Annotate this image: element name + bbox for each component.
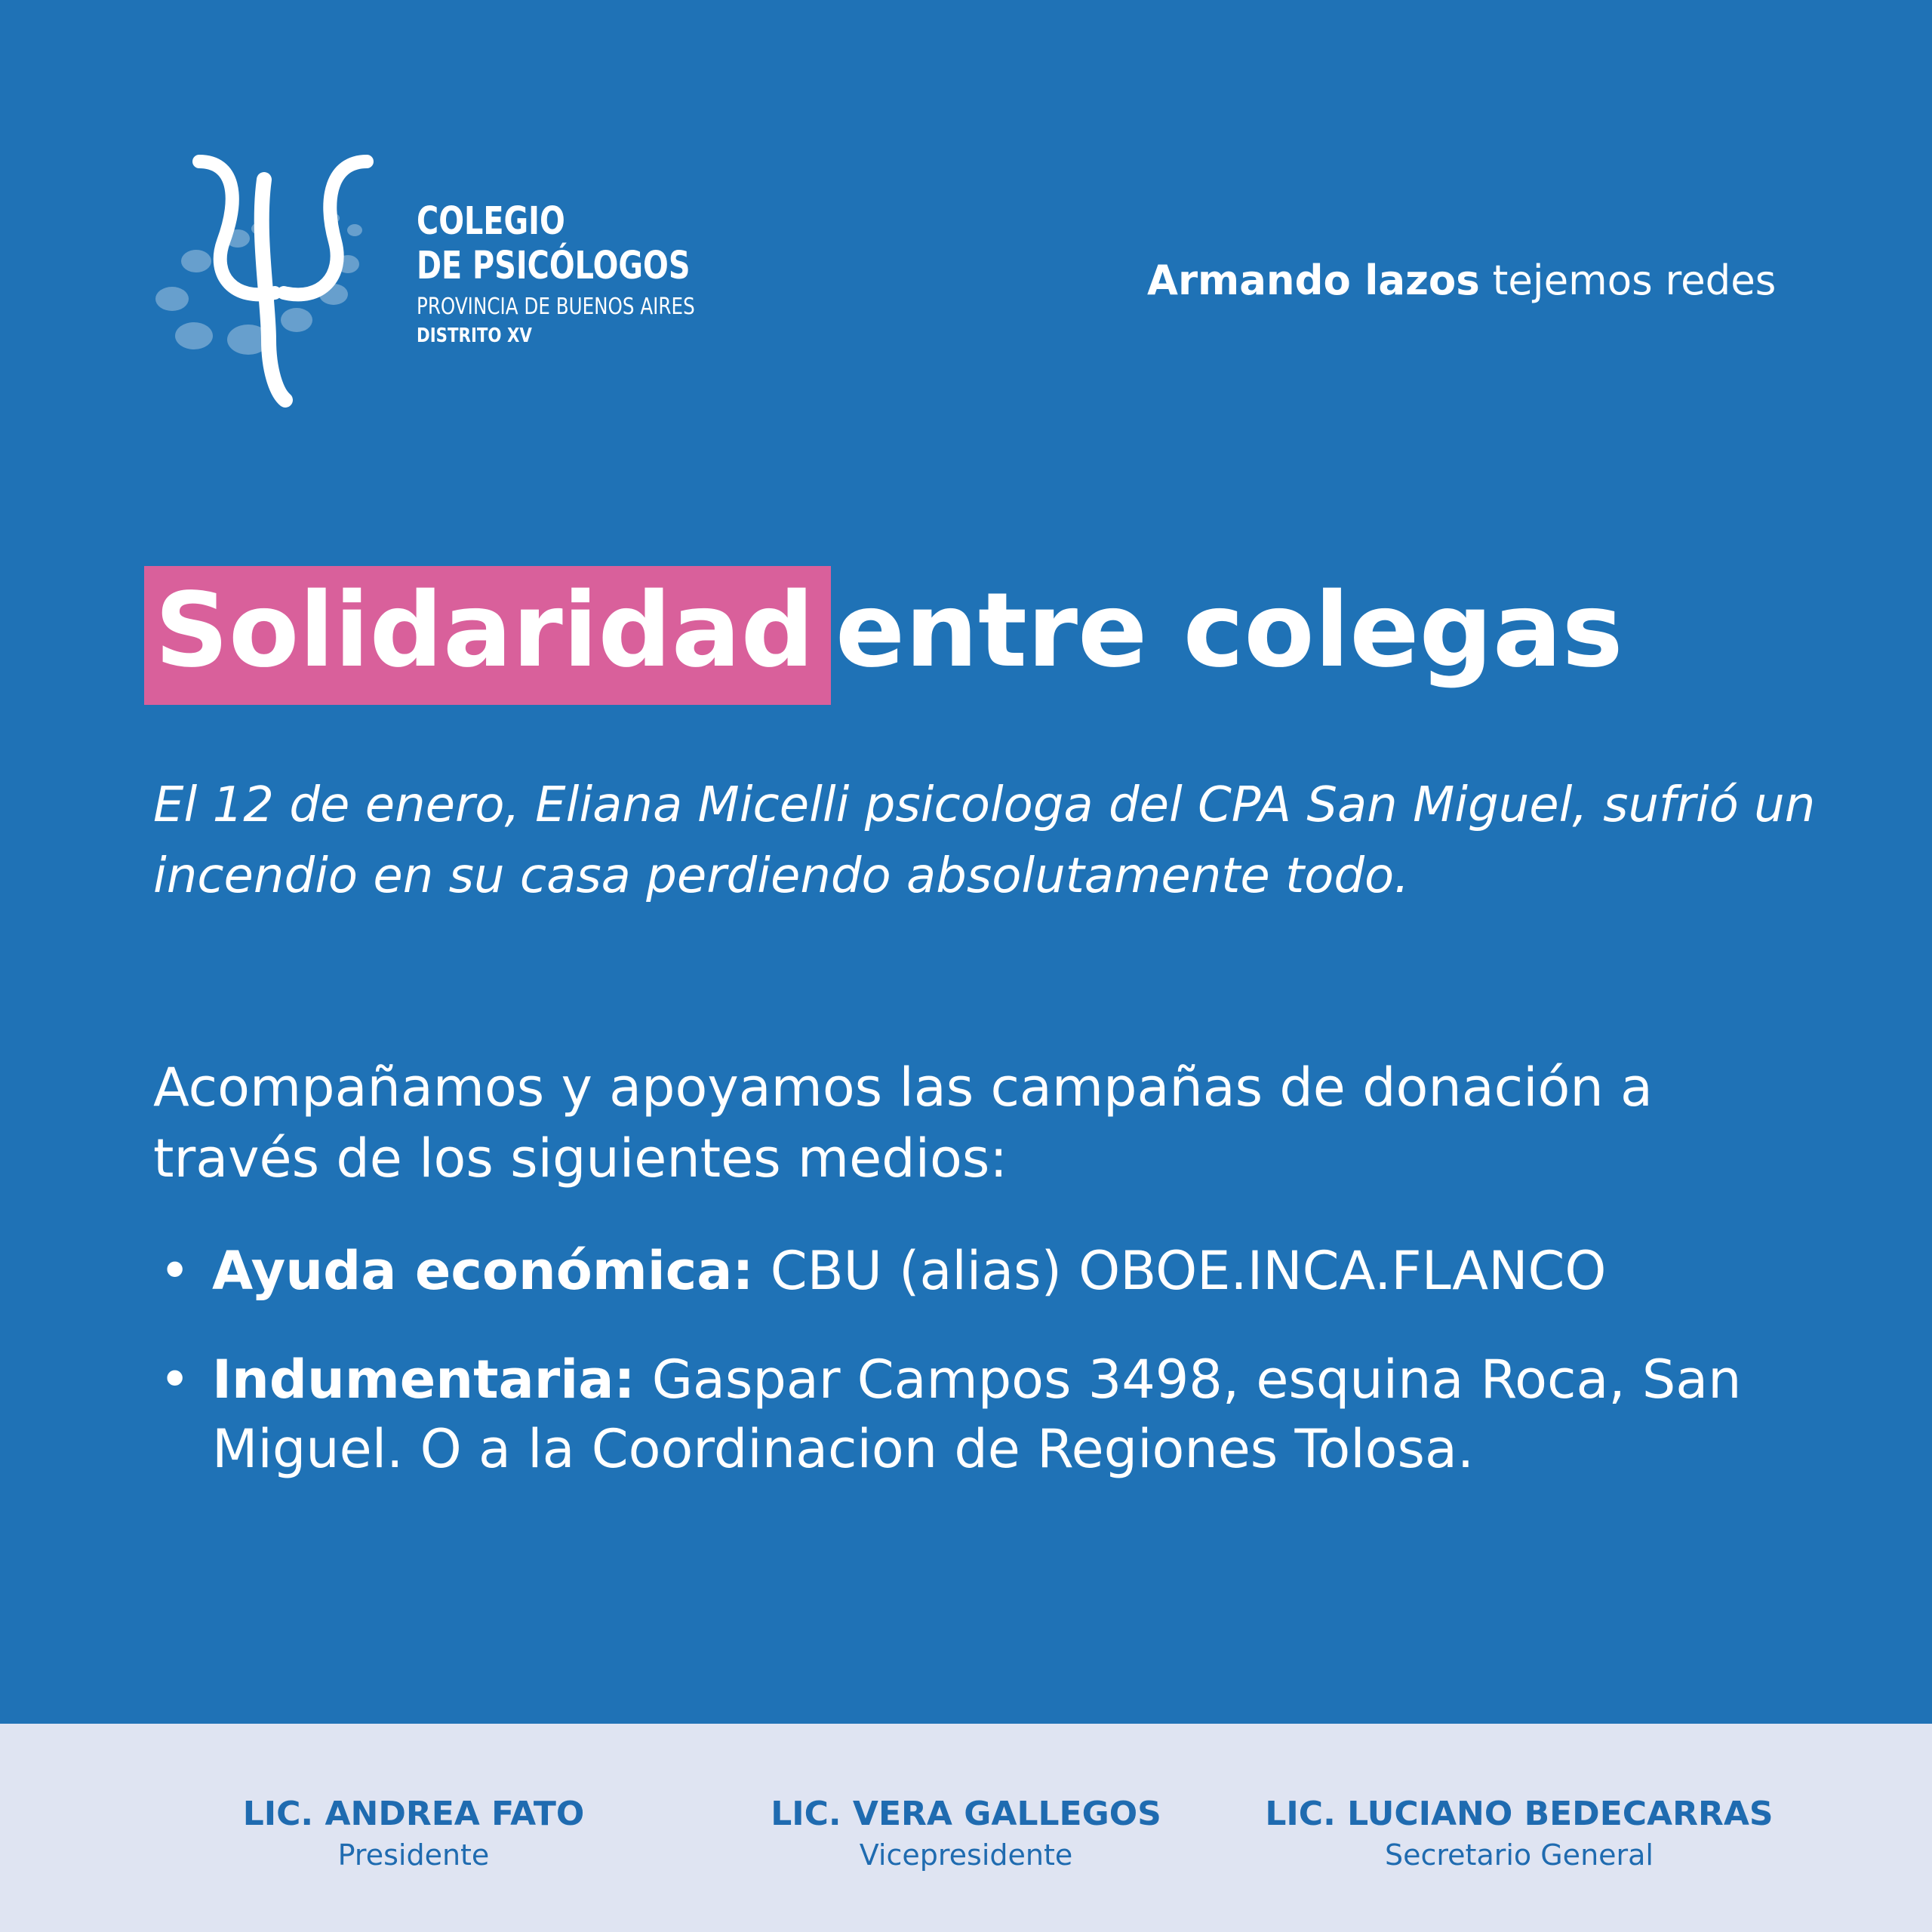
intro-paragraph: El 12 de enero, Eliana Micelli psicologa del CPA San Miguel, sufrió un incendio en su casa perdiendo absolutamente todo.: [153, 777, 1816, 904]
signatory-president: [127, 1793, 700, 1875]
bullet-icon: •: [159, 1240, 191, 1302]
signatory-name: LIC. VERA GALLEGOS: [771, 1795, 1161, 1833]
signatory-vicepresident: [679, 1793, 1253, 1875]
tagline: [1147, 257, 1776, 304]
footer-signatures: [0, 1724, 1932, 1932]
logo-line-colegio: COLEGIO: [417, 199, 565, 244]
signatory-role: Secretario General: [1384, 1838, 1654, 1872]
headline-rest: entre colegas: [835, 571, 1623, 691]
bullet-text: CBU (alias) OBOE.INCA.FLANCO: [770, 1240, 1607, 1302]
headline: [144, 566, 1623, 705]
support-paragraph: Acompañamos y apoyamos las campañas de donación a través de los siguientes medios:: [153, 1057, 1653, 1189]
list-item-ayuda-economica: [153, 1236, 1814, 1306]
logo-line-psicologos: DE PSICÓLOGOS: [417, 244, 691, 288]
signatory-name: LIC. LUCIANO BEDECARRAS: [1265, 1795, 1774, 1833]
signatory-role: Vicepresidente: [859, 1838, 1073, 1872]
bullet-text: Gaspar Campos 3498, esquina Roca, San Miguel. O a la Coordinacion de Regiones Tolosa.: [212, 1349, 1742, 1480]
logo-wordmark: [417, 199, 768, 347]
signatory-name: LIC. ANDREA FATO: [242, 1795, 585, 1833]
bullet-label: Indumentaria:: [212, 1349, 635, 1411]
tagline-bold: Armando lazos: [1146, 257, 1480, 304]
tagline-regular: tejemos redes: [1492, 257, 1776, 304]
logo-line-provincia: PROVINCIA DE BUENOS AIRES: [417, 294, 695, 320]
list-item-indumentaria: [153, 1345, 1814, 1484]
headline-highlight: Solidaridad: [144, 566, 831, 705]
bullet-label: Ayuda económica:: [212, 1240, 754, 1302]
signatory-secretary: [1232, 1793, 1806, 1875]
donation-methods-list: [153, 1236, 1814, 1523]
signatory-role: Presidente: [337, 1838, 490, 1872]
organization-logo: [151, 151, 740, 415]
bullet-icon: •: [159, 1349, 191, 1411]
logo-line-distrito: DISTRITO XV: [417, 325, 532, 347]
psi-logo-icon: [151, 151, 408, 415]
